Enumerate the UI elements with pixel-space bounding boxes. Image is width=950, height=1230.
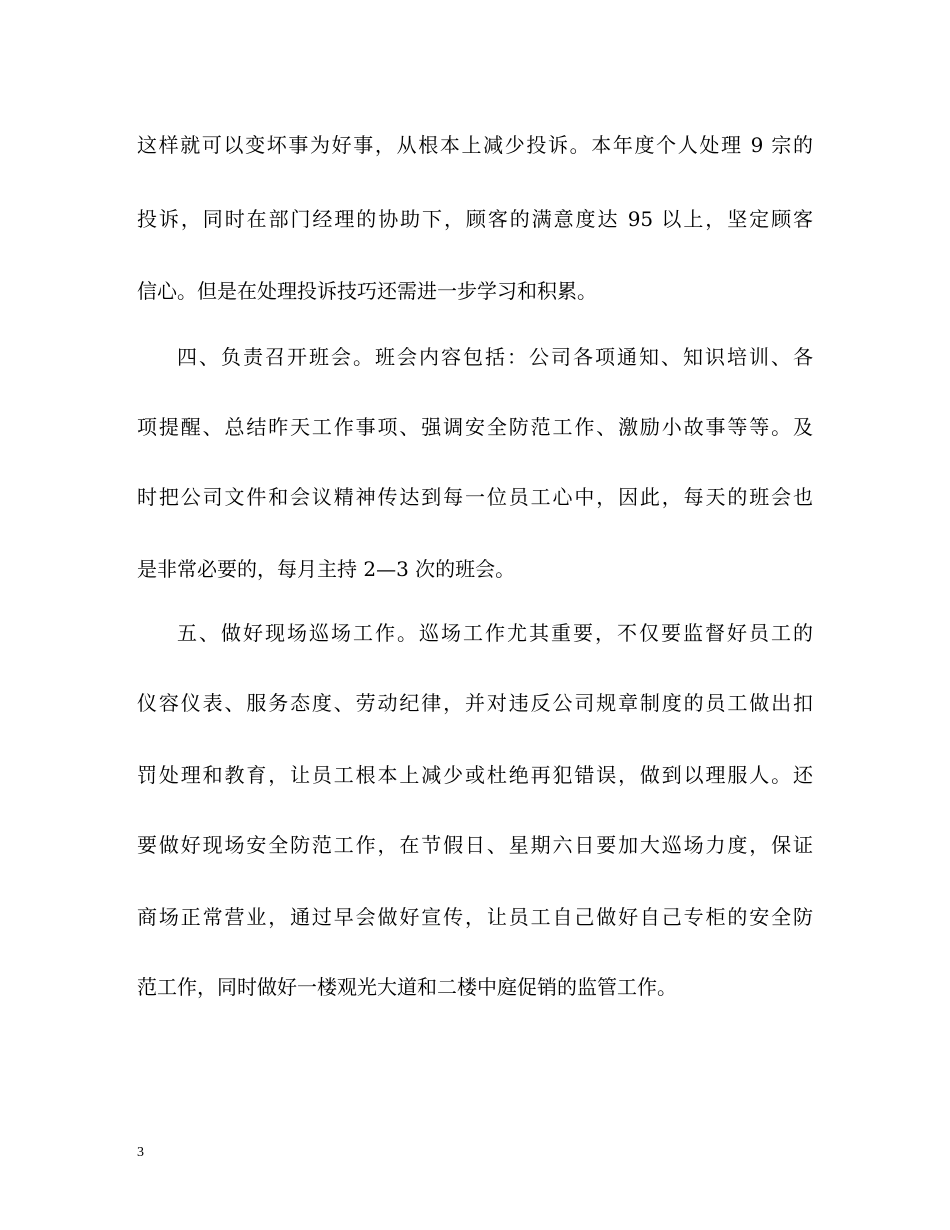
text-line: 商场正常营业，通过早会做好宣传，让员工自己做好自己专柜的安全防 xyxy=(137,905,813,929)
page-number: 3 xyxy=(137,1145,144,1160)
text-line: 仪容仪表、服务态度、劳动纪律，并对违反公司规章制度的员工做出扣 xyxy=(137,691,813,715)
text-line: 这样就可以变坏事为好事，从根本上减少投诉。本年度个人处理 9 宗的 xyxy=(137,133,813,157)
paragraph-first-line: 五、做好现场巡场工作。巡场工作尤其重要，不仅要监督好员工的 xyxy=(177,621,813,645)
text-line: 时把公司文件和会议精神传达到每一位员工心中，因此，每天的班会也 xyxy=(137,485,813,509)
text-line: 是非常必要的，每月主持 2—3 次的班会。 xyxy=(137,557,516,581)
text-line: 范工作，同时做好一楼观光大道和二楼中庭促销的监管工作。 xyxy=(137,975,677,999)
text-line: 信心。但是在处理投诉技巧还需进一步学习和积累。 xyxy=(137,279,597,303)
text-line: 投诉，同时在部门经理的协助下，顾客的满意度达 95 以上，坚定顾客 xyxy=(137,207,813,231)
text-line: 罚处理和教育，让员工根本上减少或杜绝再犯错误，做到以理服人。还 xyxy=(137,763,813,787)
paragraph-first-line: 四、负责召开班会。班会内容包括：公司各项通知、知识培训、各 xyxy=(177,345,813,369)
text-line: 要做好现场安全防范工作，在节假日、星期六日要加大巡场力度，保证 xyxy=(137,833,813,857)
text-line: 项提醒、总结昨天工作事项、强调安全防范工作、激励小故事等等。及 xyxy=(137,415,813,439)
